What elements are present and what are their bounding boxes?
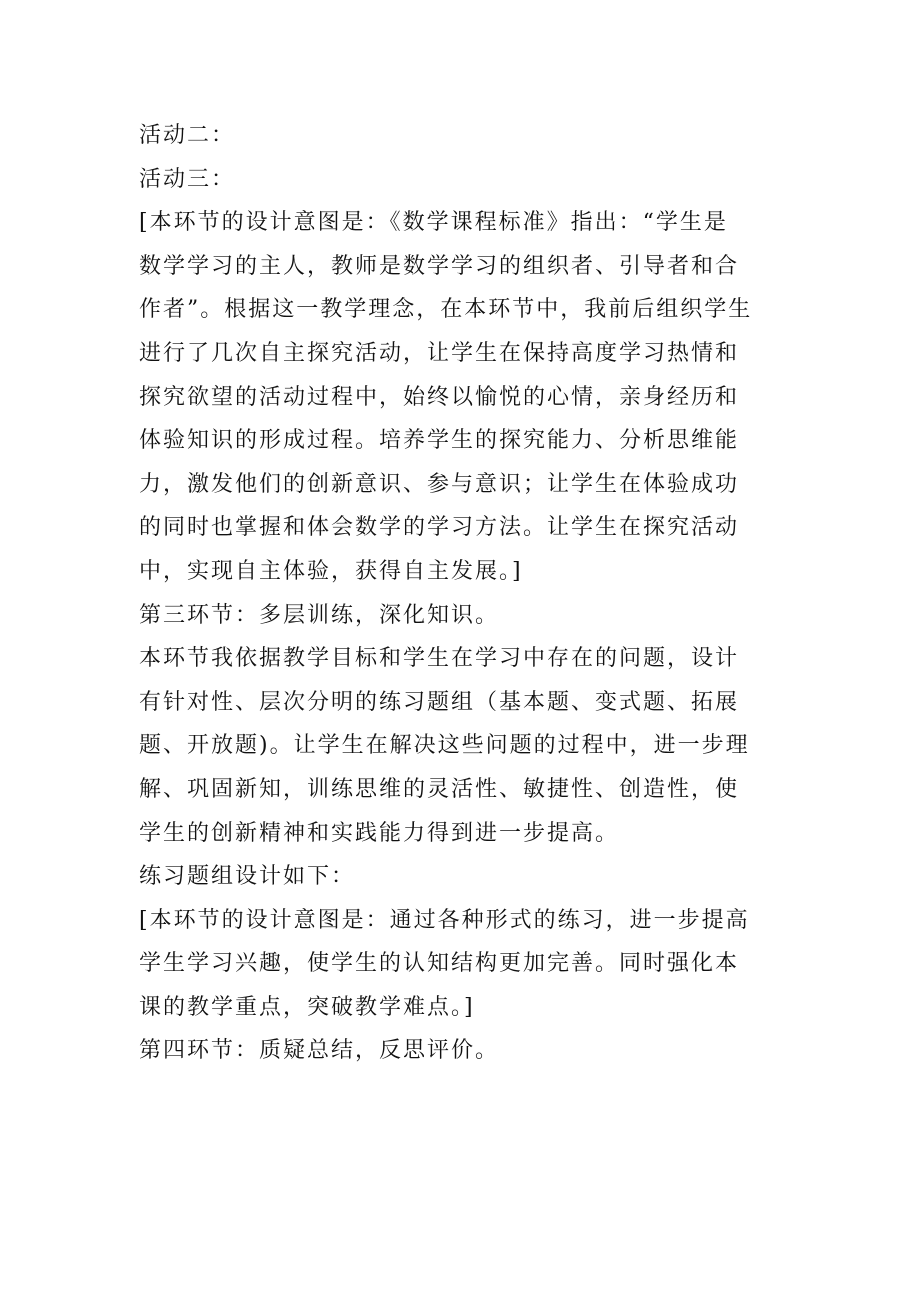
design-intent-line: 进行了几次自主探究活动，让学生在保持高度学习热情和 (139, 340, 740, 366)
heading-activity-three: 活动三： (139, 166, 236, 192)
paragraph-line: 本环节我依据教学目标和学生在学习中存在的问题，设计 (139, 646, 740, 672)
design-intent-line: 学生学习兴趣，使学生的认知结构更加完善。同时强化本 (139, 951, 740, 977)
design-intent-line: 中，实现自主体验，获得自主发展。] (139, 558, 523, 584)
design-intent-line: 探究欲望的活动过程中，始终以愉悦的心情，亲身经历和 (139, 384, 740, 410)
design-intent-line: 力，激发他们的创新意识、参与意识；让学生在体验成功 (139, 471, 740, 497)
design-intent-line: [本环节的设计意图是：《数学课程标准》指出：“学生是 (139, 210, 728, 236)
design-intent-line: 体验知识的形成过程。培养学生的探究能力、分析思维能 (139, 428, 740, 454)
paragraph-line: 有针对性、层次分明的练习题组（基本题、变式题、拓展 (139, 689, 740, 715)
heading-activity-two: 活动二： (139, 123, 236, 148)
design-intent-line: 数学学习的主人，教师是数学学习的组织者、引导者和合 (139, 253, 740, 279)
paragraph-line: 解、巩固新知，训练思维的灵活性、敏捷性、创造性，使 (139, 776, 740, 802)
paragraph-line: 学生的创新精神和实践能力得到进一步提高。 (139, 820, 620, 846)
section-heading-four: 第四环节：质疑总结，反思评价。 (139, 1038, 500, 1064)
design-intent-line: [本环节的设计意图是：通过各种形式的练习，进一步提高 (139, 907, 750, 933)
section-heading-three: 第三环节：多层训练，深化知识。 (139, 602, 500, 628)
document-page (139, 114, 779, 1073)
design-intent-line: 作者”。根据这一教学理念，在本环节中，我前后组织学生 (139, 297, 753, 323)
exercise-design-label: 练习题组设计如下： (139, 864, 356, 890)
design-intent-line: 课的教学重点，突破教学难点。] (139, 994, 475, 1020)
paragraph-line: 题、开放题)。让学生在解决这些问题的过程中，进一步理 (139, 733, 750, 759)
design-intent-line: 的同时也掌握和体会数学的学习方法。让学生在探究活动 (139, 515, 740, 541)
